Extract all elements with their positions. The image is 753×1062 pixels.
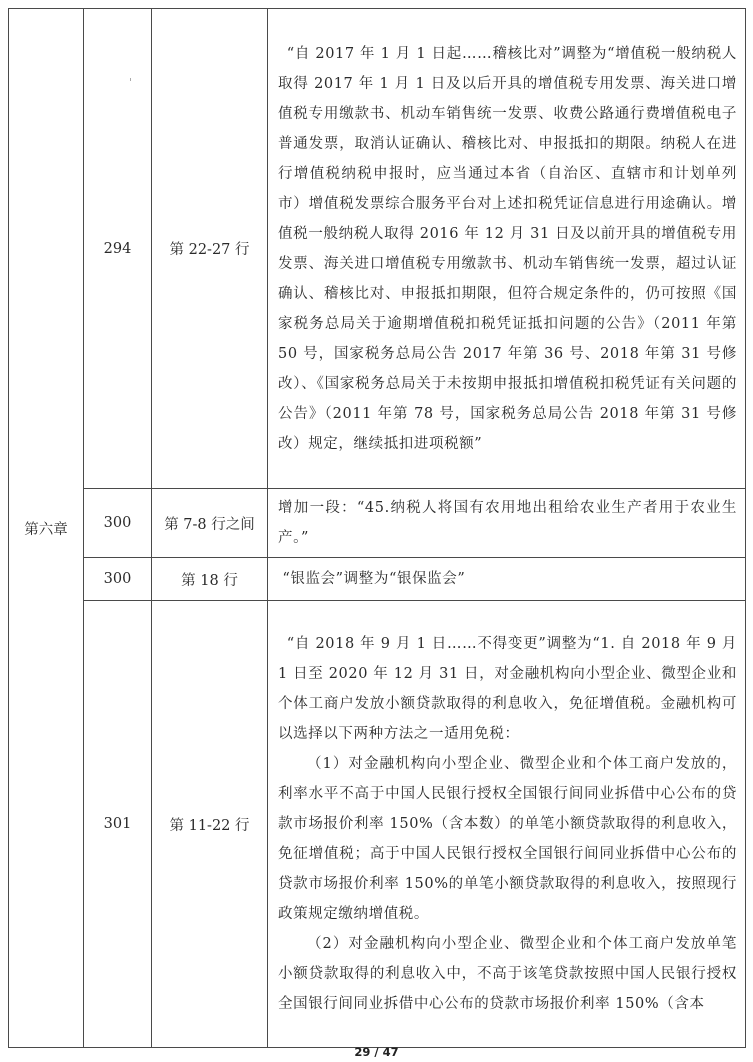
- content-cell: [268, 9, 746, 489]
- content-paragraph: （2）对金融机构向小型企业、微型企业和个体工商户发放单笔小额贷款取得的利息收入中，不高于该笔贷款按照中国人民银行授权全国银行间同业拆借中心公布的贷款市场报价利率 150%（含本: [278, 936, 737, 1012]
- content-cell: [268, 489, 746, 558]
- table-row: [9, 9, 746, 489]
- page-number: 29 / 47: [354, 1045, 399, 1059]
- line-range-cell: 第 11-22 行: [152, 601, 268, 1048]
- content-paragraph: “自 2017 年 1 月 1 日起……稽核比对”调整为“增值税一般纳税人取得 2017 年 1 月 1 日及以后开具的增值税专用发票、海关进口增值税专用缴款书、机动车销售统一发票、收费公路通行费增值税电子普通发票，取消认证确认、稽核比对、申报抵扣的期限。纳税人在进行增值税纳税申报时，应当通过本省（自治区、直辖市和计划单列市）增值税发票综合服务平台对上述扣税凭证信息进行用途确认。增值税一般纳税人取得 2016 年 12 月 31 日及以前开具的增值税专用发票、海关进口增值税专用缴款书、机动车销售统一发票，超过认证确认、稽核比对、申报抵扣期限，但符合规定条件的，仍可按照《国家税务总局关于逾期增值税扣税凭证抵扣问题的公告》（2011 年第 50 号，国家税务总局公告 2017 年第 36 号、2018 年第 31 号修改）、《国家税务总局关于未按期申报抵扣增值税扣税凭证有关问题的公告》（2011 年第 78 号，国家税务总局公告 2018 年第 31 号修改）规定，继续抵扣进项税额”: [278, 45, 737, 452]
- content-paragraph: 增加一段：“45.纳税人将国有农用地出租给农业生产者用于农业生产。”: [278, 500, 737, 546]
- revision-table: [8, 8, 746, 1048]
- content-cell: [268, 558, 746, 601]
- chapter-cell: 第六章: [9, 9, 84, 1048]
- content-cell: [268, 601, 746, 1048]
- line-range-cell: 第 7-8 行之间: [152, 489, 268, 558]
- content-paragraph: （1）对金融机构向小型企业、微型企业和个体工商户发放的，利率水平不高于中国人民银行授权全国银行间同业拆借中心公布的贷款市场报价利率 150%（含本数）的单笔小额贷款取得的利息收入，免征增值税；高于中国人民银行授权全国银行间同业拆借中心公布的贷款市场报价利率 150%的单笔小额贷款取得的利息收入，按照现行政策规定缴纳增值税。: [278, 756, 737, 922]
- content-paragraph: “银监会”调整为“银保监会”: [282, 571, 466, 587]
- table-row: [9, 489, 746, 558]
- page-cell: 300: [84, 489, 152, 558]
- page-cell: 301: [84, 601, 152, 1048]
- page-cell: 294: [84, 9, 152, 489]
- page-cell: 300: [84, 558, 152, 601]
- content-paragraph: “自 2018 年 9 月 1 日……不得变更”调整为“1. 自 2018 年 9 月 1 日至 2020 年 12 月 31 日，对金融机构向小型企业、微型企业和个体工商户发放小额贷款取得的利息收入，免征增值税。金融机构可以选择以下两种方法之一适用免税：: [278, 636, 737, 742]
- line-range-cell: 第 22-27 行: [152, 9, 268, 489]
- table-row: [9, 558, 746, 601]
- table-row: [9, 601, 746, 1048]
- line-range-cell: 第 18 行: [152, 558, 268, 601]
